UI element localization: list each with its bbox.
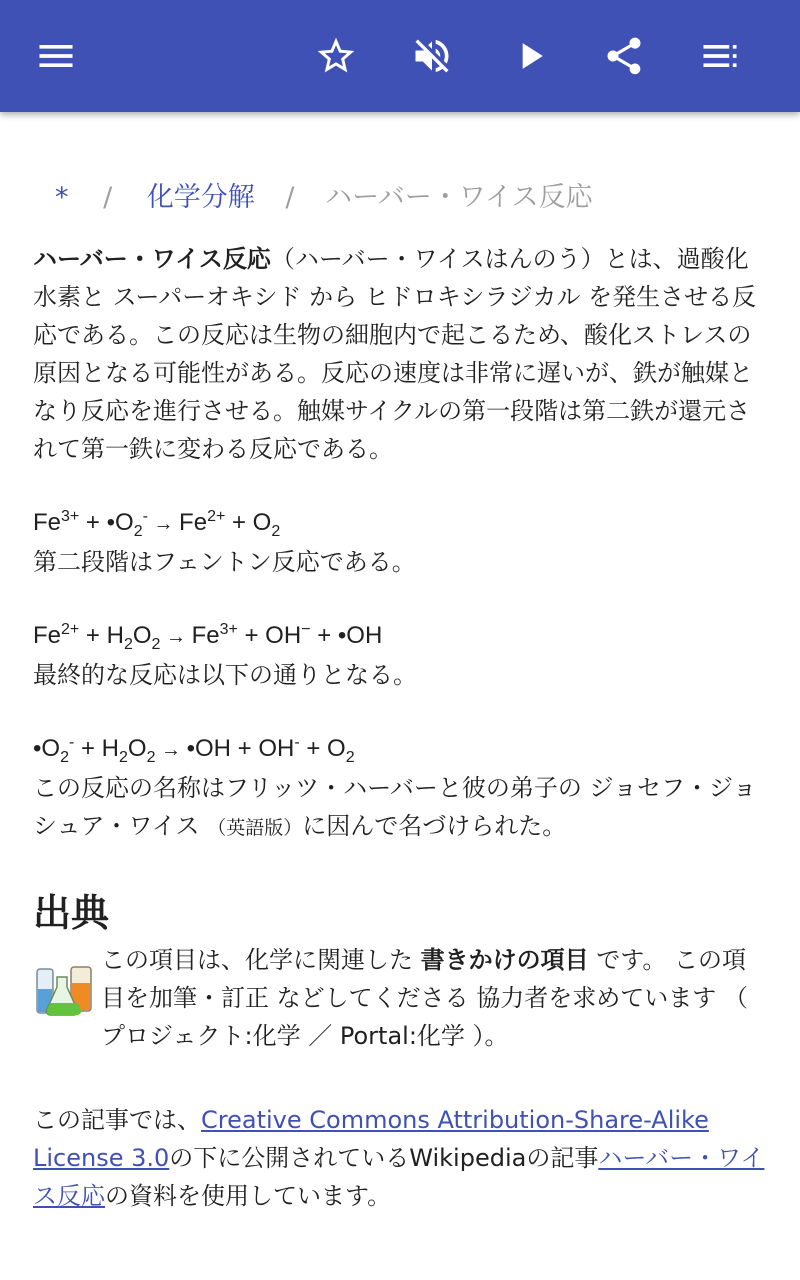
breadcrumb-current: ハーバー・ワイス反応 (325, 182, 593, 213)
list-icon (698, 34, 742, 78)
share-button[interactable] (596, 28, 652, 84)
mute-button[interactable] (404, 28, 460, 84)
play-icon (508, 34, 552, 78)
attribution-paragraph: この記事では、Creative Commons Attribution-Share-Alike License 3.0の下に公開されているWikipediaの記事ハーバー・ワイス反応の資料を使用しています。 (33, 1106, 765, 1210)
article-content (33, 112, 768, 1215)
step2-text: 第二段階はフェントン反応である。 (33, 548, 416, 576)
menu-button[interactable] (28, 28, 84, 84)
source-article-link[interactable]: ハーバー・ワイス反応 (33, 1144, 765, 1210)
breadcrumb (33, 178, 768, 218)
equation-3: $•O_2^- + H_2O_2$ → •OH + $OH^- + O_2$ (33, 734, 355, 766)
license-link[interactable]: Creative Commons Attribution-Share-Alike License 3.0 (33, 1106, 709, 1172)
chemistry-flask-icon (33, 959, 95, 1021)
breadcrumb-parent-link[interactable]: 化学分解 (146, 182, 255, 213)
equation-2: $Fe^{2+} + H_2O_2 \to Fe^{3+} + OH^-$ + •OH (33, 621, 383, 653)
sources-heading: 出典 (33, 891, 110, 935)
toc-button[interactable] (692, 28, 748, 84)
volume-off-icon (410, 34, 454, 78)
menu-icon (34, 34, 78, 78)
stub-bold-link[interactable]: 書きかけの項目 (420, 946, 589, 974)
star-outline-icon (314, 34, 358, 78)
app-bar (0, 0, 800, 112)
favorite-button[interactable] (308, 28, 364, 84)
stub-text: この項目は、化学に関連した 書きかけの項目 です。 この項目を加筆・訂正 などしてくださる 協力者を求めています （ プロジェクト:化学 ／ Portal:化学 ）。 (101, 946, 748, 1050)
equation-1: $Fe^{3+}$ + $•O_2^- \to Fe^{2+} + O_2$ (33, 508, 281, 540)
breadcrumb-separator: / (285, 182, 295, 213)
final-text: 最終的な反応は以下の通りとなる。 (33, 661, 417, 689)
article-title-bold: ハーバー・ワイス反応 (33, 245, 271, 273)
intro-text: （ハーバー・ワイスはんのう）とは、過酸化水素と スーパーオキシド から ヒドロキシラジカル を発生させる反応である。この反応は生物の細胞内で起こるため、酸化ストレスの原因となる可能性がある。反応の速度は非常に遅いが、鉄が触媒となり反応を進行させる。触媒サイクルの第一段階は第二鉄が還元されて第一鉄に変わる反応である。 (33, 245, 757, 463)
english-version-note[interactable]: （英語版） (207, 817, 303, 839)
share-icon (602, 34, 646, 78)
stub-notice (33, 941, 768, 1055)
name-origin-paragraph: この反応の名称はフリッツ・ハーバーと彼の弟子の ジョセフ・ジョシュア・ワイス （英語版）に因んで名づけられた。 (33, 774, 757, 840)
play-button[interactable] (502, 28, 558, 84)
breadcrumb-root-link[interactable]: * (55, 182, 69, 213)
intro-paragraph (33, 240, 768, 468)
breadcrumb-separator: / (103, 182, 113, 213)
